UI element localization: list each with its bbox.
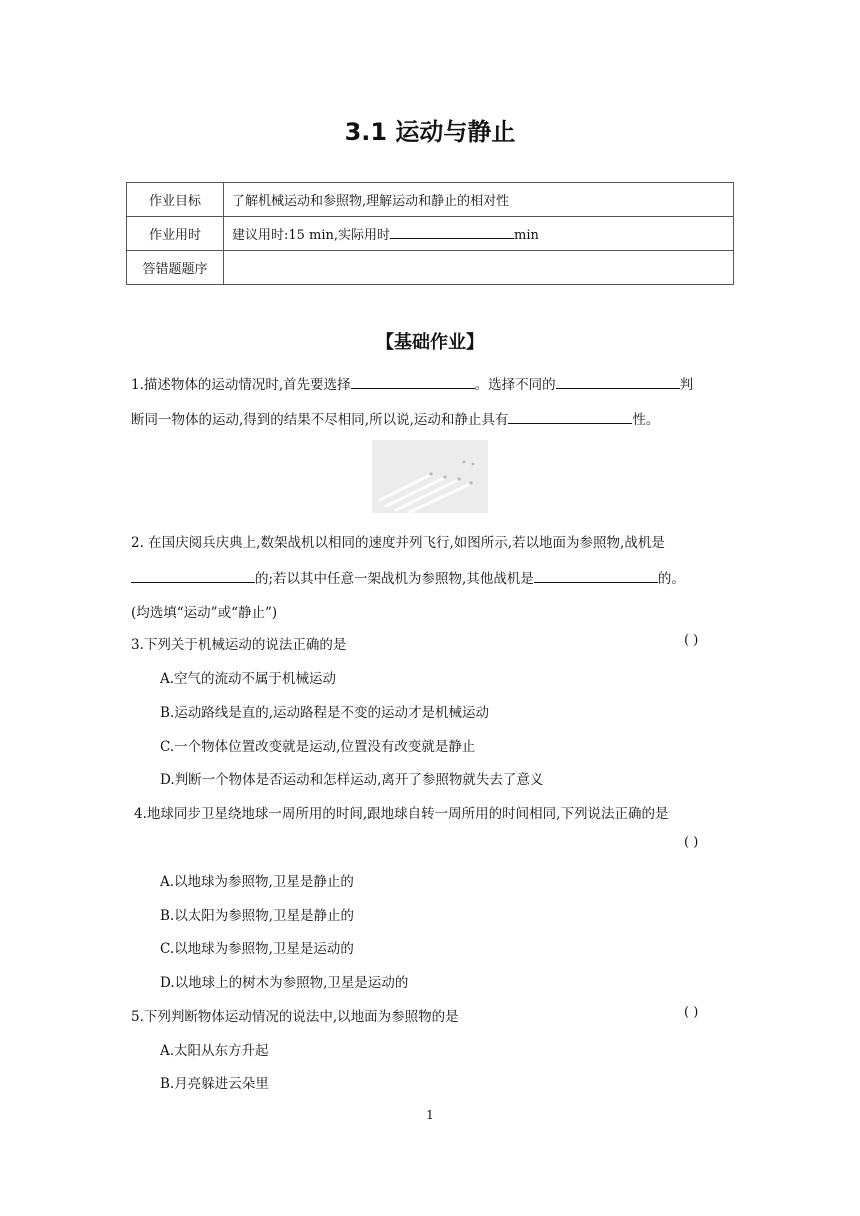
option-b: B.月亮躲进云朵里: [160, 1076, 269, 1092]
answer-blank[interactable]: [131, 570, 255, 583]
option-c: C.一个物体位置改变就是运动,位置没有改变就是静止: [160, 739, 476, 755]
q1-text-a: 1.描述物体的运动情况时,首先要选择: [131, 377, 351, 393]
section-title: 【基础作业】: [376, 332, 484, 353]
q2-text-b: 的;若以其中任意一架战机为参照物,其他战机是: [255, 571, 534, 587]
option-a: A.太阳从东方升起: [160, 1043, 269, 1059]
q1-text-b: 。选择不同的: [474, 377, 556, 393]
answer-blank[interactable]: [351, 376, 475, 389]
answer-blank[interactable]: [556, 376, 680, 389]
question-3-stem: 3.下列关于机械运动的说法正确的是: [131, 637, 347, 653]
question-2-line-2: [131, 567, 685, 587]
row-key: 作业用时: [127, 217, 224, 251]
q2-text-c: 的。: [657, 571, 685, 587]
question-5-stem: 5.下列判断物体运动情况的说法中,以地面为参照物的是: [131, 1009, 459, 1025]
row-value: [224, 217, 734, 251]
option-d: D.判断一个物体是否运动和怎样运动,离开了参照物就失去了意义: [160, 772, 544, 788]
info-table: [126, 182, 734, 285]
answer-bracket[interactable]: ( ): [684, 835, 699, 850]
option-d: D.以地球上的树木为参照物,卫星是运动的: [160, 975, 409, 991]
answer-blank[interactable]: [390, 226, 514, 239]
option-b: B.运动路线是直的,运动路程是不变的运动才是机械运动: [160, 705, 490, 721]
table-row: [127, 183, 734, 217]
question-2-line-1: 2. 在国庆阅兵庆典上,数架战机以相同的速度并列飞行,如图所示,若以地面为参照物,战机是: [131, 535, 665, 551]
answer-blank[interactable]: [508, 411, 632, 424]
row-key: 答错题题序: [127, 251, 224, 285]
option-a: A.以地球为参照物,卫星是静止的: [160, 874, 354, 890]
time-suffix: min: [514, 228, 539, 243]
time-prefix: 建议用时:15 min,实际用时: [232, 228, 391, 243]
q1-text-c: 判: [679, 377, 694, 393]
row-key: 作业目标: [127, 183, 224, 217]
q1-text-e: 性。: [632, 412, 660, 428]
option-a: A.空气的流动不属于机械运动: [160, 671, 337, 687]
question-2-line-3: (均选填“运动”或“静止”): [131, 605, 278, 621]
page-title: 3.1 运动与静止: [344, 118, 516, 146]
answer-bracket[interactable]: ( ): [684, 633, 699, 648]
page-number: 1: [426, 1108, 434, 1122]
row-value: 了解机械运动和参照物,理解运动和静止的相对性: [224, 183, 734, 217]
q1-text-d: 断同一物体的运动,得到的结果不尽相同,所以说,运动和静止具有: [131, 412, 509, 428]
fighter-jets-image: [372, 440, 488, 513]
question-4-stem: 4.地球同步卫星绕地球一周所用的时间,跟地球自转一周所用的时间相同,下列说法正确的是: [134, 806, 669, 822]
row-value: [224, 251, 734, 285]
question-1-line-1: [131, 373, 693, 393]
option-c: C.以地球为参照物,卫星是运动的: [160, 941, 354, 957]
question-1-line-2: [131, 408, 659, 428]
option-b: B.以太阳为参照物,卫星是静止的: [160, 908, 355, 924]
answer-blank[interactable]: [534, 570, 658, 583]
answer-bracket[interactable]: ( ): [684, 1005, 699, 1020]
table-row: [127, 217, 734, 251]
table-row: [127, 251, 734, 285]
